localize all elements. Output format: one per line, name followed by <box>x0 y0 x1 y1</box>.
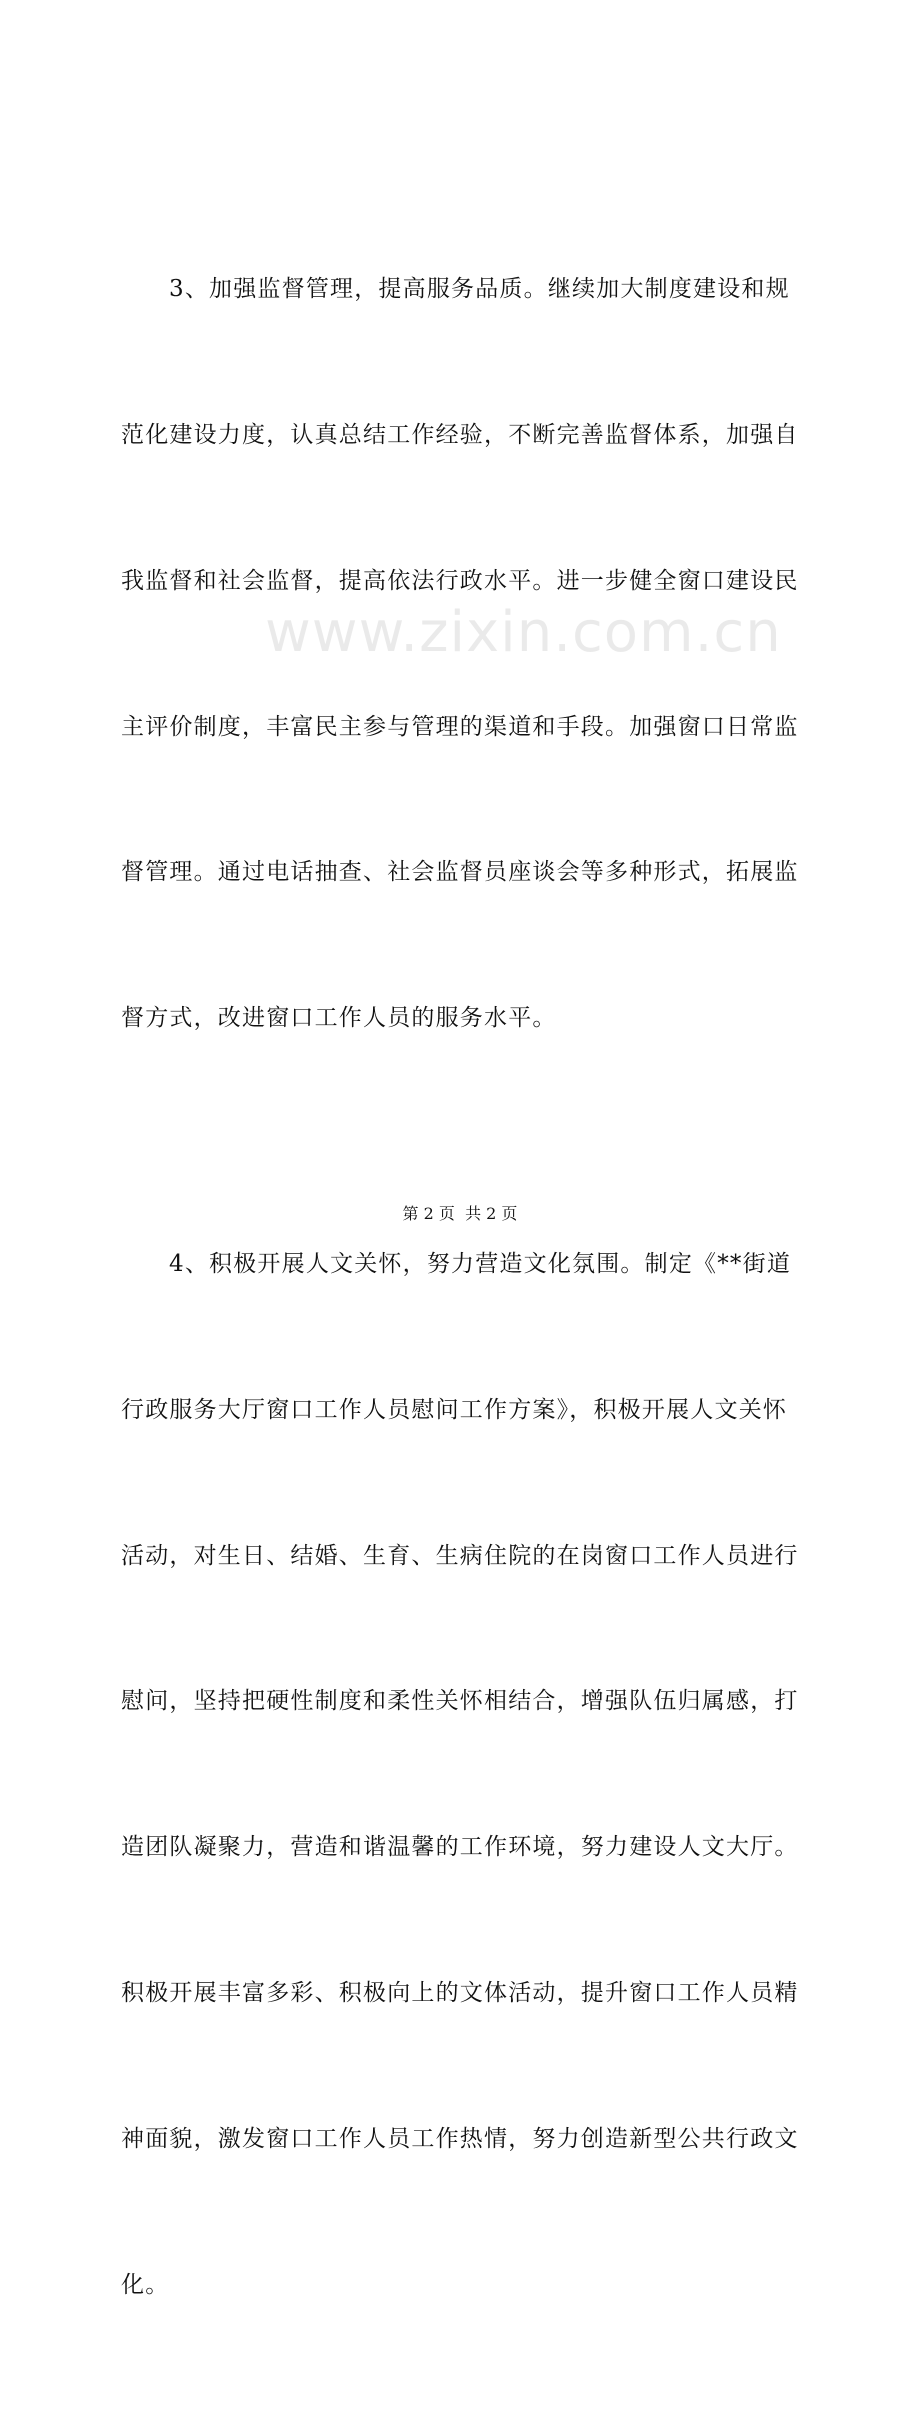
paragraph-line: 化。 <box>121 2271 170 2298</box>
paragraph-3 <box>121 168 807 1140</box>
paragraph-line: 4、积极开展人文关怀，努力营造文化氛围。制定《**街道 <box>169 1251 792 1278</box>
paragraph-line: 行政服务大厅窗口工作人员慰问工作方案》，积极开展人文关怀 <box>121 1396 788 1423</box>
paragraph-line: 主评价制度，丰富民主参与管理的渠道和手段。加强窗口日常监 <box>121 713 799 740</box>
paragraph-line: 活动，对生日、结婚、生育、生病住院的在岗窗口工作人员进行 <box>121 1542 799 1569</box>
paragraph-line: 我监督和社会监督，提高依法行政水平。进一步健全窗口建设民 <box>121 567 799 594</box>
page-footer: 第 2 页 共 2 页 <box>402 1204 518 1223</box>
paragraph-line: 范化建设力度，认真总结工作经验，不断完善监督体系，加强自 <box>121 421 799 448</box>
document-body <box>121 168 807 2409</box>
paragraph-line: 积极开展丰富多彩、积极向上的文体活动，提升窗口工作人员精 <box>121 1979 799 2006</box>
watermark: www.zixin.com.cn <box>265 600 782 665</box>
paragraph-line: 督管理。通过电话抽查、社会监督员座谈会等多种形式，拓展监 <box>121 859 799 886</box>
paragraph-line: 3、加强监督管理，提高服务品质。继续加大制度建设和规 <box>169 276 790 303</box>
paragraph-line: 神面貌，激发窗口工作人员工作热情，努力创造新型公共行政文 <box>121 2125 799 2152</box>
paragraph-line: 督方式，改进窗口工作人员的服务水平。 <box>121 1005 557 1032</box>
paragraph-4 <box>121 1143 807 2406</box>
paragraph-line: 造团队凝聚力，营造和谐温馨的工作环境，努力建设人文大厅。 <box>121 1834 799 1861</box>
paragraph-line: 慰问，坚持把硬性制度和柔性关怀相结合，增强队伍归属感，打 <box>121 1688 799 1715</box>
